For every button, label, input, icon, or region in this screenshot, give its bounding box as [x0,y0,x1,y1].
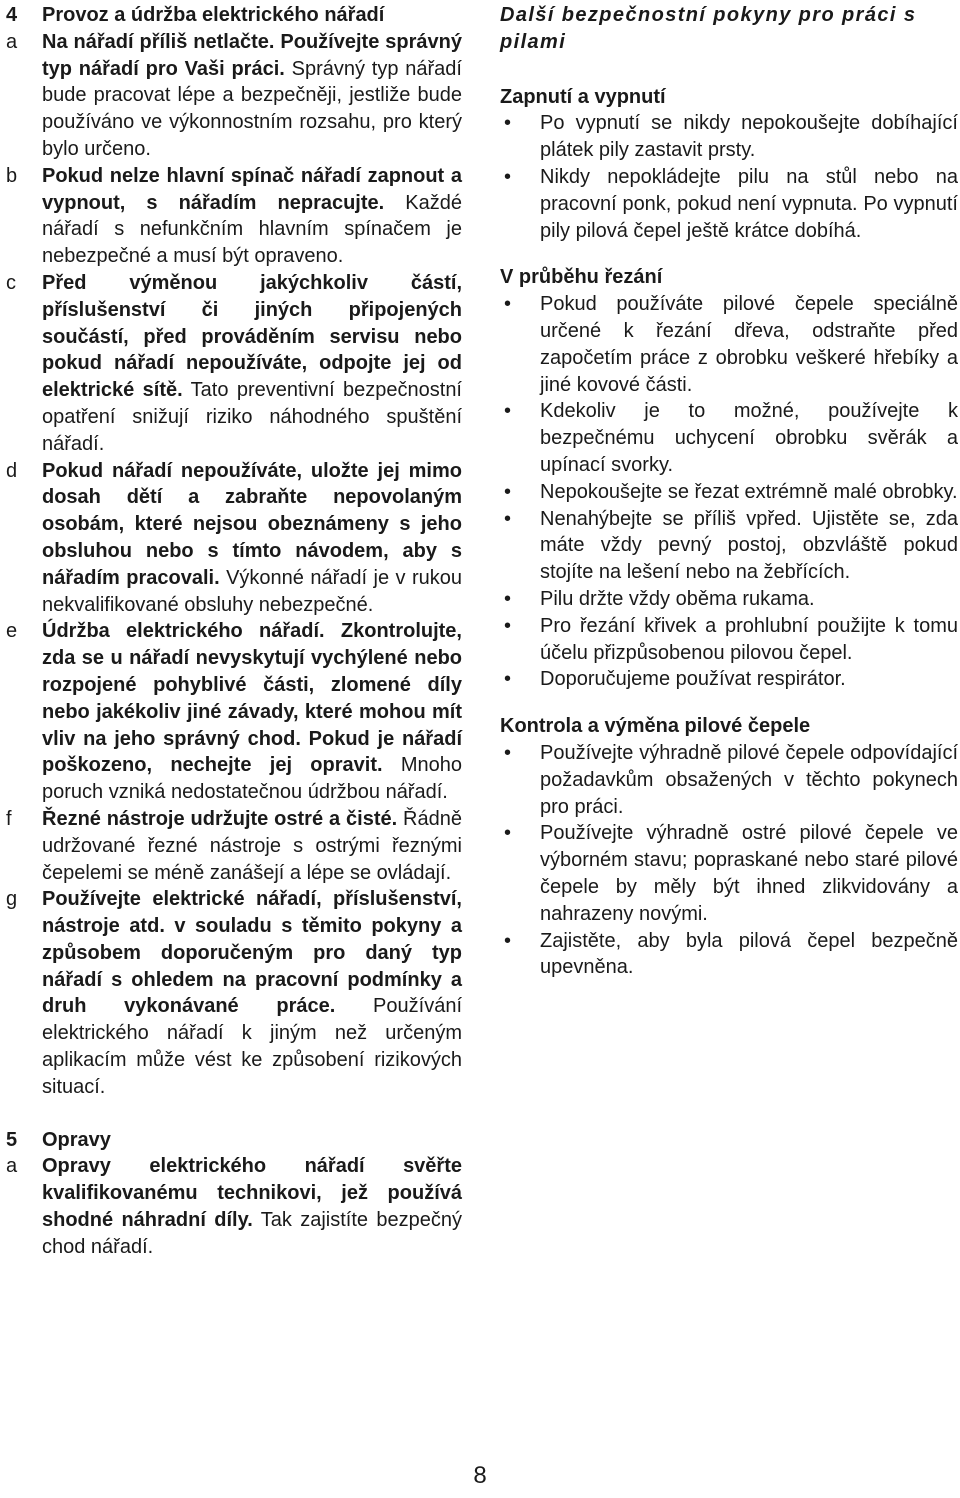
bullet-icon: • [504,112,512,135]
item-body [42,1153,462,1260]
bullet-item [500,110,958,164]
item-body [42,458,462,619]
bullet-icon: • [504,929,512,952]
bullet-text: Kdekoliv je to možné, používejte k bezpečnému uchycení obrobku svěrák a upínací svorky. [540,400,958,476]
bullet-item [500,586,958,613]
bullet-text: Nenahýbejte se příliš vpřed. Ujistěte se, zda máte vždy pevný postoj, obzvláště pokud stojíte na lešení nebo na žebřících. [540,507,958,584]
bullet-list [500,740,958,981]
bullet-text: Nikdy nepokládejte pilu na stůl nebo na pracovní ponk, pokud není vypnuta. Po vypnutí pily pilová čepel ještě krátce dobíhá. [540,165,958,242]
bullet-text: Zajistěte, aby byla pilová čepel bezpečně upevněna. [540,929,958,979]
bullet-item [500,479,958,506]
item-bold-text: Pokud nelze hlavní spínač nářadí zapnout a vypnout, s nářadím nepracujte. [42,164,462,214]
item-body [42,270,462,458]
bullet-icon: • [504,165,512,188]
subsection-heading: Kontrola a výměna pilové čepele [500,715,811,738]
bullet-icon: • [504,614,512,637]
item-body [42,29,462,163]
item-text: Mnoho poruch vzniká nedostatečnou údržbou nářadí. [42,754,463,804]
section-5-heading [6,1127,462,1154]
bullet-text: Pilu držte vždy oběma rukama. [540,587,815,610]
bullet-item [500,666,958,693]
item-text: Tak zajistíte bezpečný chod nářadí. [42,1209,462,1258]
section-title: Provoz a údržba elektrického nářadí [42,4,385,26]
numbered-item [6,458,462,619]
bullet-item [500,740,958,820]
section-4-items [6,29,462,1101]
item-text: Řádně udržované řezné nástroje s ostrými řeznými čepelemi se méně zanášejí a lépe se ovládají. [42,807,462,884]
bullet-text: Používejte výhradně pilové čepele odpovídající požadavkům obsažených v těchto pokynech pro práci. [540,741,958,818]
section-4-heading [6,2,462,29]
bullet-item [500,164,958,244]
numbered-item [6,1153,462,1260]
item-label: d [6,459,18,482]
numbered-item [6,29,462,163]
saw-safety-groups [500,84,958,982]
page-number: 8 [473,1462,487,1489]
item-text: Používání elektrického nářadí k jiným než určeným aplikacím může vést ke způsobení rizikových situací. [42,995,462,1098]
bullet-text: Nepokoušejte se řezat extrémně malé obrobky. [540,480,958,503]
numbered-item [6,163,462,270]
item-bold-text: Řezné nástroje udržujte ostré a čisté. [42,807,398,830]
bullet-text: Pokud používáte pilové čepele speciálně určené k řezání dřeva, odstraňte před započetím práce z obrobku veškeré hřebíky a jiné kovové části. [540,293,958,396]
bullet-icon: • [504,400,512,423]
bullet-text: Používejte výhradně ostré pilové čepele ve výborném stavu; popraskané nebo staré pilové čepele by měly být ihned zlikvidovány a nahrazeny novými. [540,822,958,925]
item-label: f [6,807,12,830]
item-label: a [6,30,18,53]
item-bold-text: Pokud nářadí nepoužíváte, uložte jej mimo dosah dětí a zabraňte nepovolaným osobám, které nejsou obeznámeny s jeho obsluhou nebo s tímto návodem, aby s nářadím pracovali. [42,459,462,589]
bullet-icon: • [504,741,512,764]
bullet-icon: • [504,587,512,610]
item-body [42,806,462,886]
bullet-text: Doporučujeme používat respirátor. [540,668,846,691]
item-bold-text: Používejte elektrické nářadí, příslušenství, nástroje atd. v souladu s těmito pokyny a způsobem doporučeným pro daný typ nářadí s ohledem na pracovní podmínky a druh vykonávané práce. [42,888,462,1018]
bullet-item [500,291,958,398]
left-column [6,2,462,1261]
item-label: g [6,888,18,911]
section-5-items [6,1153,462,1260]
item-body [42,886,462,1100]
bullet-list [500,110,958,244]
bullet-item [500,398,958,478]
item-bold-text: Opravy elektrického nářadí svěřte kvalifikovanému technikovi, jež používá shodné náhradní díly. [42,1155,462,1232]
item-text: Správný typ nářadí bude pracovat lépe a bezpečněji, jestliže bude používáno ve výkonnostním rozsahu, pro který bylo určeno. [42,57,462,160]
numbered-item [6,270,462,458]
subsection-heading: V průběhu řezání [500,266,663,289]
bullet-item [500,506,958,586]
item-label: a [6,1155,18,1178]
item-label: c [6,271,16,294]
item-body [42,618,462,806]
right-column [500,2,958,981]
bullet-item [500,613,958,667]
section-number: 4 [6,4,18,26]
numbered-item [6,806,462,886]
numbered-item [6,886,462,1100]
item-label: b [6,164,18,187]
bullet-item [500,820,958,927]
bullet-icon: • [504,293,512,316]
item-bold-text: Údržba elektrického nářadí. Zkontrolujte, zda se u nářadí nevyskytují vychýlené nebo rozpojené pohyblivé části, zlomené díly nebo jakékoliv jiné závady, které mohou mít vliv na jeho správný chod. Pokud je nářadí poškozeno, nechejte jej opravit. [42,620,462,777]
bullet-text: Po vypnutí se nikdy nepokoušejte dobíhající plátek pily zastavit prsty. [540,112,958,162]
bullet-item [500,928,958,982]
subsection-heading: Zapnutí a vypnutí [500,85,666,108]
item-text: Výkonné nářadí je v rukou nekvalifikované obsluhy nebezpečné. [42,566,463,616]
item-label: e [6,620,18,643]
bullet-icon: • [504,668,512,691]
bullet-text: Pro řezání křivek a prohlubní použijte k tomu účelu přizpůsobenou pilovou čepel. [540,614,958,664]
item-bold-text: Před výměnou jakýchkoliv částí, příslušenství či jiných připojených součástí, před prováděním servisu nebo pokud nářadí nepoužíváte, odpojte jej od elektrické sítě. [42,271,462,402]
bullet-icon: • [504,507,512,530]
numbered-item [6,618,462,806]
section-title: Opravy [42,1128,111,1151]
section-number: 5 [6,1128,18,1151]
bullet-icon: • [504,480,512,503]
item-bold-text: Na nářadí příliš netlačte. Používejte správný typ nářadí pro Vaši práci. [42,30,462,80]
bullet-list [500,291,958,693]
item-text: Tato preventivní bezpečnostní opatření snižují riziko náhodného spuštění nářadí. [42,379,462,455]
item-body [42,163,462,270]
bullet-icon: • [504,822,512,845]
saw-safety-title: Další bezpečnostní pokyny pro práci s pilami [500,4,917,53]
item-text: Každé nářadí s nefunkčním hlavním spínačem je nebezpečné a musí být opraveno. [42,191,463,268]
